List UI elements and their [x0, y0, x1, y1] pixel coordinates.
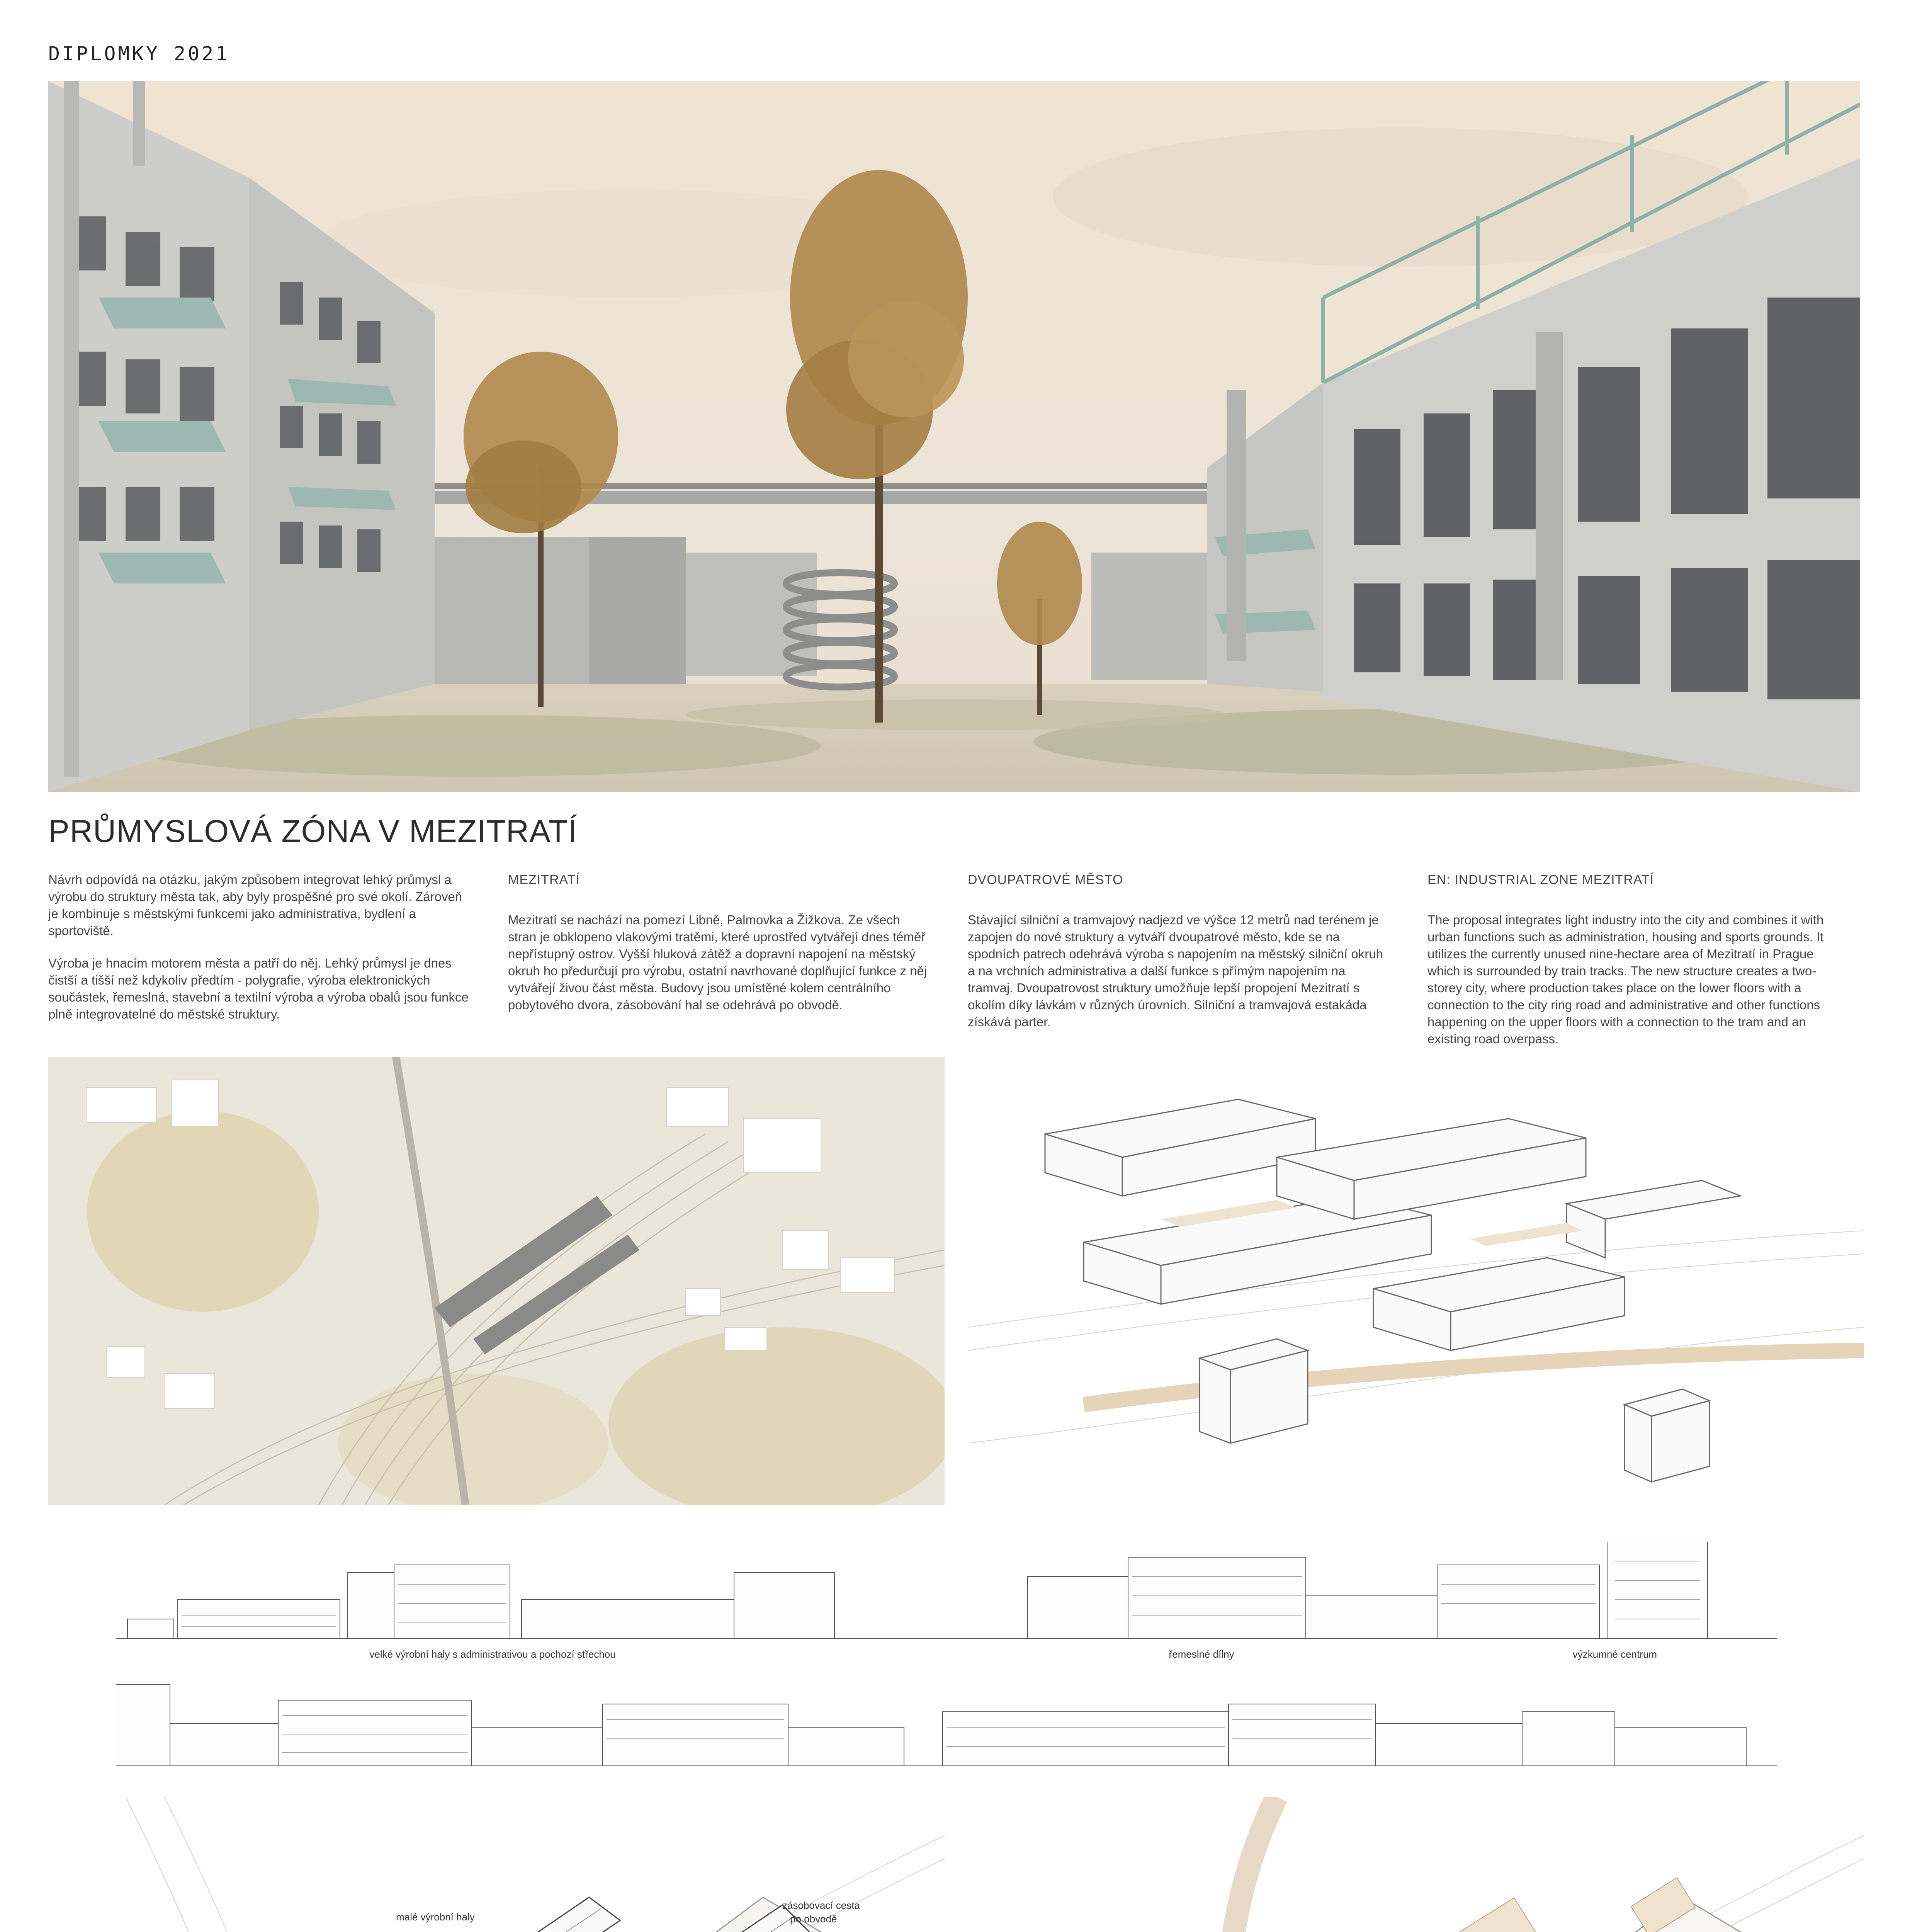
section-text: The proposal integrates light industry into the city and combines it with urban functions such as administration, housing and sports grounds. It utilizes the currently unused nine-hectare area of Mezitratí in Prague which is surrounded by train tracks. The new structure creates a two-storey city, where production takes place on the lower floors with a connection to the city ring road and administrative and other functions happening on the upper floors with a connection to the tram and an existing road overpass. — [1427, 913, 1824, 1046]
section-heading: EN: INDUSTRIAL ZONE MEZITRATÍ — [1427, 872, 1654, 887]
intro-paragraph: Návrh odpovídá na otázku, jakým způsobem integrovat lehký průmysl a výrobu do struktury města tak, aby byly prospěšné pro své okolí. Zároveň je kombinuje s městskými funkcemi jako administrativa, bydlení a sportoviště. — [48, 872, 462, 938]
elevation-row-2 — [116, 1685, 1777, 1766]
plan-label: malé výrobní haly — [396, 1911, 475, 1923]
floor-plan-3np — [968, 1797, 1864, 1932]
section-english — [1427, 871, 1849, 1063]
hero-rendering-svg — [48, 81, 1860, 792]
elevations-svg — [116, 1542, 1777, 1781]
elevation-label: velké výrobní haly s administrativou a pochozí střechou — [369, 1648, 616, 1660]
section-heading: DVOUPATROVÉ MĚSTO — [968, 872, 1123, 887]
plan-label: zásobovací cesta — [782, 1900, 860, 1911]
series-label: DIPLOMKY 2021 — [48, 43, 230, 65]
floor-plan-3np-svg — [968, 1797, 1864, 1932]
section-text: Stávající silniční a tramvajový nadjezd ve výšce 12 metrů nad terénem je zapojen do nové struktury a vytváří dvoupatrové město, kde se na spodních patrech odehrává výroba s napojením na městský silniční okruh a na vrchních administrativa a další funkce s přímým napojením na tramvaj. Dvoupatrovost struktury umožňuje lepší propojení Mezitratí s okolím díky lávkám v různých úrovních. Silniční a tramvajová estakáda získává parter. — [968, 913, 1383, 1029]
elevation-label: řemeslné dílny — [1169, 1648, 1234, 1660]
intro-paragraph: Výroba je hnacím motorem města a patří do něj. Lehký průmysl je dnes čistší a tišší než kdykoliv předtím - polygrafie, výroba elektronických součástek, řemeslná, stavební a textilní výroba a výroba obalů jsou funkce plně integrovatelné do městské struktury. — [48, 956, 469, 1021]
axonometric-drawing — [968, 1057, 1864, 1505]
site-map — [48, 1057, 945, 1505]
elevation-drawings — [116, 1542, 1777, 1781]
axonometric-svg — [968, 1057, 1864, 1505]
intro-column — [48, 871, 469, 1038]
elevation-label: výzkumné centrum — [1572, 1648, 1657, 1660]
elevation-row-1 — [116, 1542, 1777, 1638]
plan-label: po obvodě — [790, 1913, 837, 1925]
floor-plan-1np — [48, 1797, 945, 1932]
project-title: PRŮMYSLOVÁ ZÓNA V MEZITRATÍ — [48, 814, 578, 849]
hero-rendering — [48, 81, 1860, 792]
section-heading: MEZITRATÍ — [508, 872, 580, 887]
section-text: Mezitratí se nachází na pomezí Libně, Palmovka a Žižkova. Ze všech stran je obklopeno vlakovými tratěmi, které uprostřed vytvářejí dnes téměř nepřístupný ostrov. Vyšší hluková zátěž a dopravní napojení na městský okruh ho předurčují pro výrobu, ostatní navrhované doplňující funkce z něj vytvářejí živou část města. Budovy jsou umístěné kolem centrálního pobytového dvora, zásobování hal se odehrává po obvodě. — [508, 913, 927, 1012]
floor-plan-1np-svg — [48, 1797, 945, 1932]
site-map-svg — [48, 1057, 945, 1505]
section-dvoupatrove — [968, 871, 1389, 1046]
section-mezitrati — [508, 871, 929, 1029]
